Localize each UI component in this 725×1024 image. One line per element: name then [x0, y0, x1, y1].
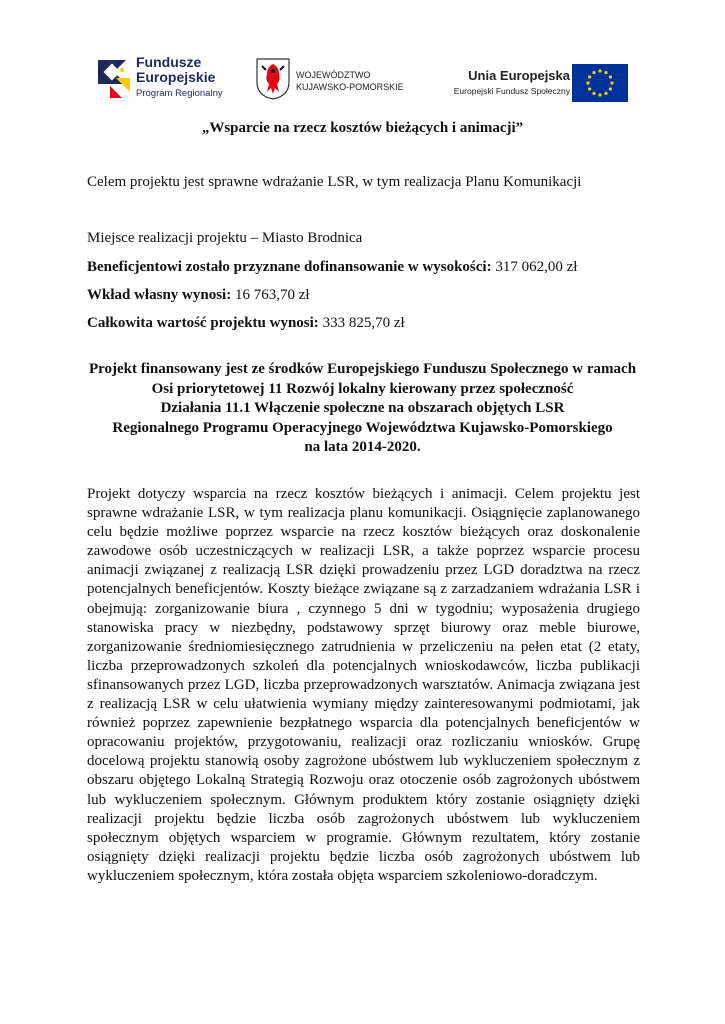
document-title: „Wsparcie na rzecz kosztów bieżących i animacji”	[201, 120, 524, 136]
own-contribution	[87, 287, 310, 304]
eu-star-icon	[588, 75, 591, 78]
total-value-amount: 333 825,70 zł	[318, 315, 405, 331]
funding-line: na lata 2014-2020.	[304, 439, 421, 455]
funding-line: Projekt finansowany jest ze środków Europejskiego Funduszu Społecznego w ramach	[88, 361, 637, 377]
own-label: Wkład własny wynosi:	[87, 287, 232, 303]
fundusze-line1: Fundusze	[136, 54, 202, 70]
eu-star-icon	[592, 92, 595, 95]
funding-line: Osi priorytetowej 11 Rozwój lokalny kierowany przez społeczność	[151, 380, 574, 397]
project-description: Projekt dotyczy wsparcia na rzecz kosztów bieżących i animacji. Celem projektu jest sprawne wdrażanie LSR, w tym realizacja planu komunikacji. Osiągnięcie zaplanowanego celu będzie możliwe poprzez wsparcie na rzecz kosztów bieżących oraz doskonalenie zawodowe osób uczestniczących w realizacji LSR, a także poprzez wsparcie procesu animacji związanej z realizacją LSR dzięki prowadzeniu przez LGD doradztwa na rzecz potencjalnych beneficjentów. Koszty bieżące związane są z zarzadzaniem wdrażania LSR i obejmują: zorganizowanie biura , czynnego 5 dni w tygodniu; wyposażenia drugiego stanowiska pracy w niezbędny, podstawowy sprzęt biurowy oraz meble biurowe, zorganizowanie średniomiesięcznego zatrudnienia w przeliczeniu na pełen etat (2 etaty, liczba przeprowadzonych szkoleń dla potencjalnych wnioskodawców, liczba publikacji sfinansowanych przez LGD, liczba przeprowadzonych warsztatów. Animacja związana jest z realizacją LSR w celu ułatwienia wymiany między zainteresowanymi podmiotami, jak również poprzez zapewnienie bezpłatnego wsparcia dla potencjalnych beneficjentów w opracowaniu projektów, przygotowaniu, realizacji oraz rozliczaniu wniosków. Grupę docelową projektu stanowią osoby zagrożone ubóstwem lub wykluczeniem społecznym z obszaru objętego Lokalną Strategią Rozwoju oraz otoczenie osób zagrożonych ubóstwem lub wykluczeniem społecznym. Głównym produktem który zostanie osiągnięty dzięki realizacji projektu będzie liczba osób zagrożonych ubóstwem lub wykluczeniem społecznym objętych wsparciem w programie. Głównym rezultatem, który zostanie osiągnięty dzięki realizacji projektu będzie liczba osób zagrożonych ubóstwem lub wykluczeniem społecznym, która została objęta wsparciem szkoleniowo-doradczym.	[87, 486, 640, 884]
eu-flag-icon	[572, 64, 628, 102]
eu-star-icon	[609, 87, 612, 90]
grant-amount	[87, 259, 577, 276]
unia-line2: Europejski Fundusz Społeczny	[453, 86, 570, 96]
eu-star-icon	[598, 93, 601, 96]
eu-star-icon	[604, 92, 607, 95]
eu-star-icon	[598, 69, 601, 72]
own-value: 16 763,70 zł	[231, 287, 310, 303]
wojewodztwo-line1: WOJEWÓDZTWO	[296, 70, 371, 80]
total-label: Całkowita wartość projektu wynosi:	[87, 315, 319, 331]
eu-star-icon	[610, 81, 613, 84]
funding-statement	[80, 360, 645, 458]
wojewodztwo-line2: KUJAWSKO-POMORSKIE	[296, 82, 404, 92]
eu-star-icon	[609, 75, 612, 78]
unia-europejska-logo	[436, 52, 628, 104]
fundusze-line2: Europejskie	[136, 69, 216, 85]
unia-line1: Unia Europejska	[468, 68, 570, 83]
project-goal: Celem projektu jest sprawne wdrażanie LSR, w tym realizacja Planu Komunikacji	[87, 174, 582, 190]
fundusze-europejskie-icon	[96, 56, 132, 98]
grant-value: 317 062,00 zł	[491, 259, 578, 275]
wojewodztwo-logo	[256, 52, 406, 104]
funding-line: Regionalnego Programu Operacyjnego Województwa Kujawsko-Pomorskiego	[112, 419, 613, 436]
eu-star-icon	[588, 87, 591, 90]
eu-star-icon	[586, 81, 589, 84]
grant-label: Beneficjentowi zostało przyznane dofinansowanie w wysokości:	[87, 259, 492, 275]
fundusze-line3: Program Regionalny	[136, 88, 223, 99]
eu-star-icon	[592, 71, 595, 74]
total-value	[87, 315, 405, 332]
funding-line: Działania 11.1 Włączenie społeczne na obszarach objętych LSR	[160, 400, 565, 416]
fundusze-europejskie-logo	[96, 52, 236, 104]
eu-star-icon	[604, 71, 607, 74]
project-location: Miejsce realizacji projektu – Miasto Brodnica	[87, 230, 363, 246]
logo-bar	[96, 52, 628, 106]
coat-of-arms-icon	[256, 58, 290, 100]
